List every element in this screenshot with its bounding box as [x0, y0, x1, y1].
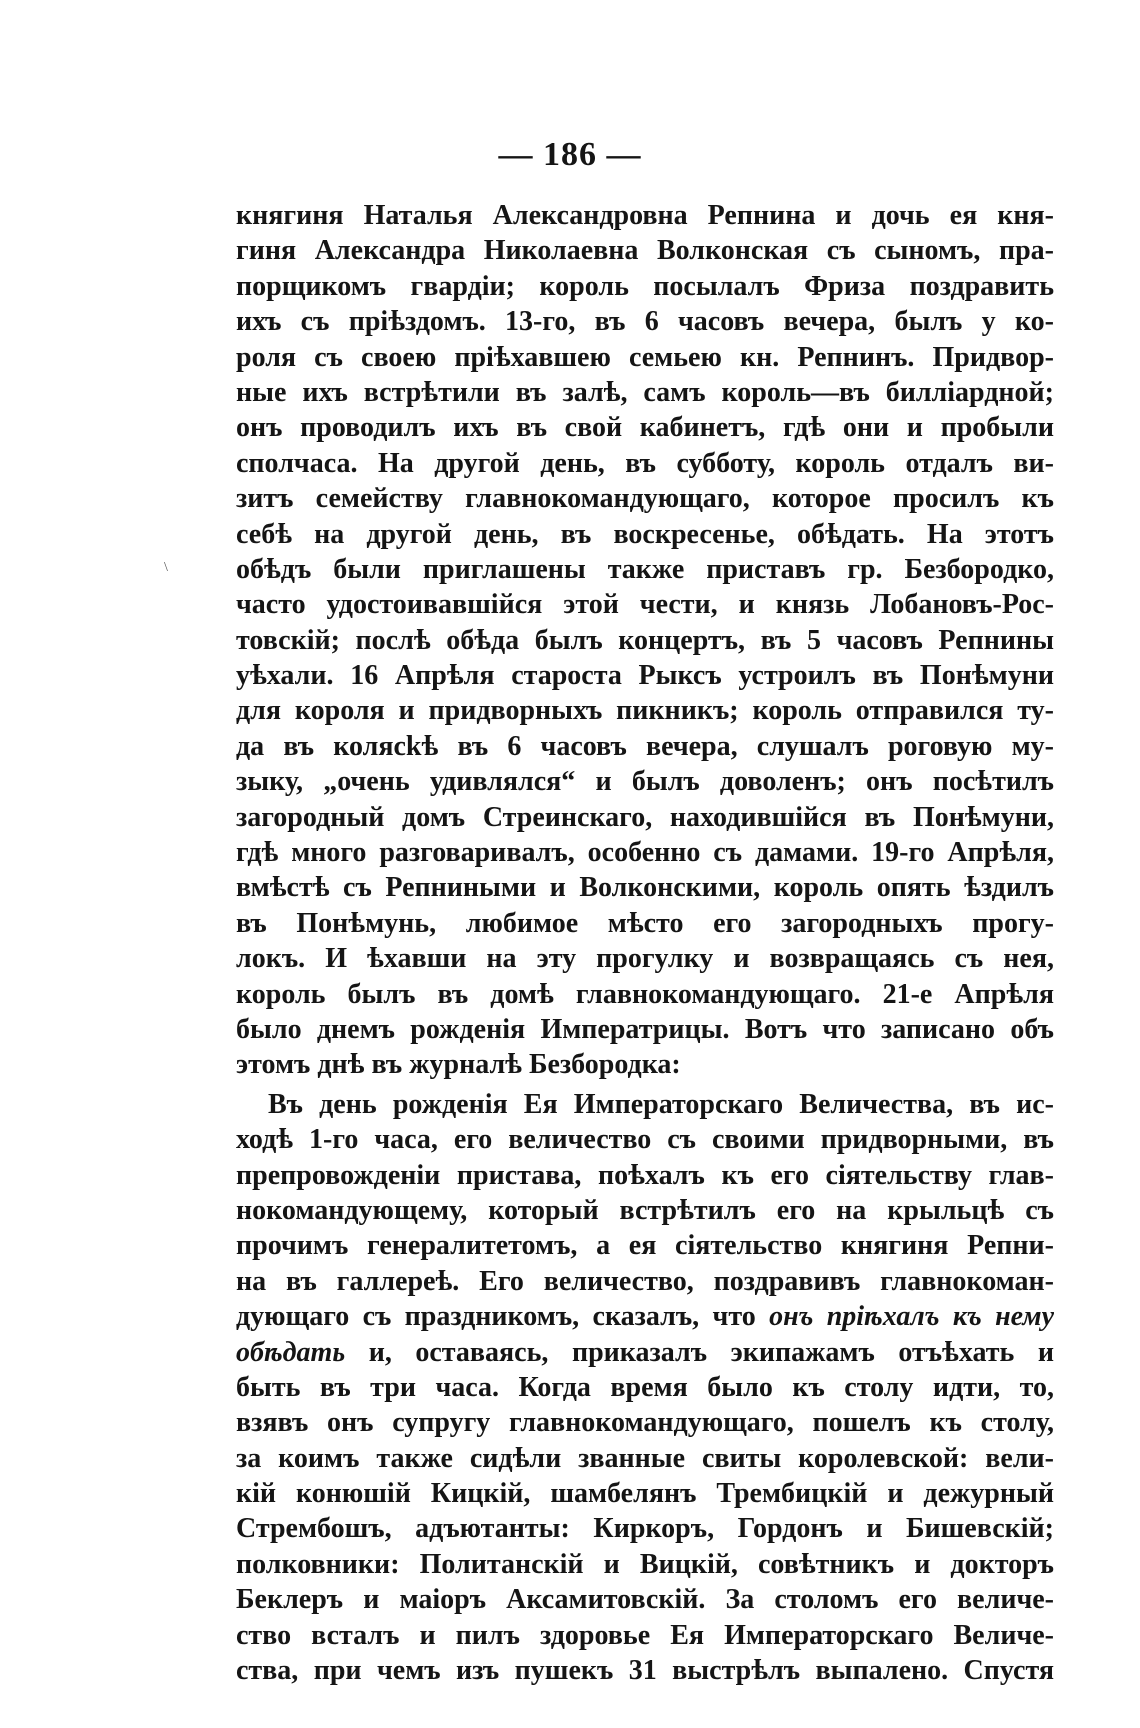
text-line: Стрембошъ, адъютанты: Киркоръ, Гордонъ и Бишевскій; — [236, 1513, 1054, 1545]
text-line: товскій; послѣ обѣда былъ концертъ, въ 5 часовъ Репнины — [236, 624, 1054, 656]
text-line: ходѣ 1-го часа, его величество съ своими придворными, въ — [236, 1124, 1054, 1156]
text-line: ства, при чемъ изъ пушекъ 31 выстрѣлъ выпалено. Спустя — [236, 1655, 1054, 1687]
text-line: въ Понѣмунь, любимое мѣсто его загородныхъ прогу- — [236, 907, 1054, 939]
italic-phrase: обѣдать — [236, 1336, 346, 1368]
text-line: уѣхали. 16 Апрѣля староста Рыксъ устроилъ въ Понѣмуни — [236, 660, 1054, 692]
text-line: прочимъ генералитетомъ, а ея сіятельство княгиня Репни- — [236, 1230, 1054, 1262]
text-line-with-italic — [236, 1335, 1054, 1370]
text-line: гдѣ много разговаривалъ, особенно съ дамами. 19-го Апрѣля, — [236, 837, 1054, 869]
text-line: зитъ семейству главнокомандующаго, которое просилъ къ — [236, 483, 1054, 515]
text-line: за коимъ также сидѣли званные свиты королевской: вели- — [236, 1442, 1054, 1474]
text-fragment: и, оставаясь, приказалъ экипажамъ отъѣхать и — [368, 1336, 1054, 1368]
text-line: нокомандующему, который встрѣтилъ его на крыльцѣ съ — [236, 1194, 1054, 1226]
text-line: гиня Александра Николаевна Волконская съ сыномъ, пра- — [236, 235, 1054, 267]
text-line: Въ день рожденія Ея Императорскаго Величества, въ ис- — [268, 1088, 1054, 1120]
text-line: Беклеръ и маіоръ Аксамитовскій. За столомъ его величе- — [236, 1584, 1054, 1616]
text-line: этомъ днѣ въ журналѣ Безбородка: — [236, 1049, 681, 1081]
text-line: ные ихъ встрѣтили въ залѣ, самъ король—въ билліардной; — [236, 376, 1054, 408]
text-line: ихъ съ пріѣздомъ. 13-го, въ 6 часовъ вечера, былъ у ко- — [236, 306, 1054, 338]
text-line: ство всталъ и пилъ здоровье Ея Императорскаго Величе- — [236, 1619, 1054, 1651]
text-line: король былъ въ домѣ главнокомандующаго. 21-е Апрѣля — [236, 978, 1054, 1010]
text-line: полковники: Политанскій и Вицкій, совѣтникъ и докторъ — [236, 1548, 1054, 1580]
text-line: кій конюшій Кицкій, шамбелянъ Трембицкій и дежурный — [236, 1478, 1054, 1510]
text-line: препровожденіи пристава, поѣхалъ къ его сіятельству глав- — [236, 1159, 1054, 1191]
text-fragment: дующаго съ праздникомъ, сказалъ, что — [236, 1301, 756, 1333]
text-line: сполчаса. На другой день, въ субботу, король отдалъ ви- — [236, 447, 1054, 479]
margin-mark: \ — [164, 560, 168, 575]
text-line: онъ проводилъ ихъ въ свой кабинетъ, гдѣ они и пробыли — [236, 412, 1054, 444]
text-line: порщикомъ гвардіи; король посылалъ Фриза поздравить — [236, 270, 1054, 302]
italic-phrase: онъ пріѣхалъ къ нему — [769, 1301, 1054, 1333]
text-line: часто удостоивавшійся этой чести, и князь Лобановъ-Рос- — [236, 589, 1054, 621]
text-line: вмѣстѣ съ Репниными и Волконскими, король опять ѣздилъ — [236, 872, 1054, 904]
text-line: взявъ онъ супругу главнокомандующаго, пошелъ къ столу, — [236, 1407, 1054, 1439]
text-line: быть въ три часа. Когда время было къ столу идти, то, — [236, 1371, 1054, 1403]
text-line: загородный домъ Стреинскаго, находившійся въ Понѣмуни, — [236, 801, 1054, 833]
paragraph-journal-quote — [236, 1087, 1054, 1689]
body-text — [236, 198, 1054, 1688]
text-line: себѣ на другой день, въ воскресенье, обѣдать. На этотъ — [236, 518, 1054, 550]
paragraph-journal-narrative — [236, 198, 1054, 1083]
text-line: зыку, „очень удивлялся“ и былъ доволенъ; онъ посѣтилъ — [236, 766, 1054, 798]
text-line: на въ галлереѣ. Его величество, поздравивъ главнокоман- — [236, 1265, 1054, 1297]
text-line: обѣдъ были приглашены также приставъ гр. Безбородко, — [236, 553, 1054, 585]
text-line: да въ колясkѣ въ 6 часовъ вечера, слушалъ роговую му- — [236, 730, 1054, 762]
text-line-with-italic — [236, 1299, 1054, 1334]
text-line: роля съ своею пріѣхавшею семьею кн. Репнинъ. Придвор- — [236, 341, 1054, 373]
text-line: было днемъ рожденія Императрицы. Вотъ что записано объ — [236, 1013, 1054, 1045]
text-line: княгиня Наталья Александровна Репнина и дочь ея кня- — [236, 200, 1054, 231]
page-number: — 186 — — [498, 136, 642, 173]
text-line: для короля и придворныхъ пикникъ; король отправился ту- — [236, 695, 1054, 727]
text-line: локъ. И ѣхавши на эту прогулку и возвращаясь съ нея, — [236, 943, 1054, 975]
